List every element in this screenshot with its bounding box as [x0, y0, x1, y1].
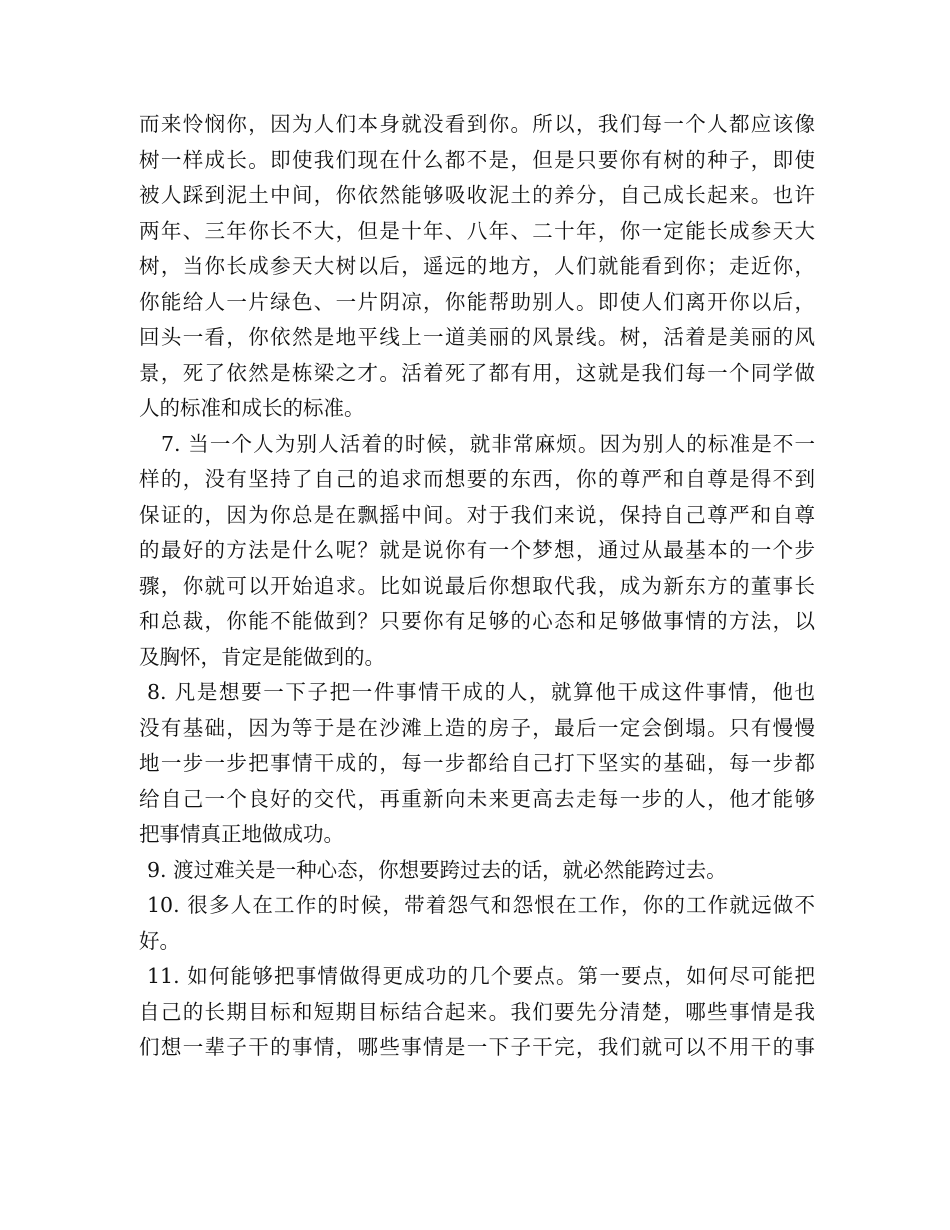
text-line: 9. 渡过难关是一种心态，你想要跨过去的话，就必然能跨过去。 — [147, 857, 727, 882]
text-line: 们想一辈子干的事情，哪些事情是一下子干完，我们就可以不用干的事 — [139, 1035, 815, 1059]
text-line: 7. 当一个人为别人活着的时候，就非常麻烦。因为别人的标准是不一 — [161, 431, 815, 456]
text-line: 给自己一个良好的交代，再重新向未来更高去走每一步的人，他才能够 — [139, 786, 815, 811]
text-line: 10. 很多人在工作的时候，带着怨气和怨恨在工作，你的工作就远做不 — [147, 893, 815, 917]
text-line: 11. 如何能够把事情做得更成功的几个要点。第一要点，如何尽可能把 — [147, 964, 815, 988]
text-line: 景，死了依然是栋梁之才。活着死了都有用，这就是我们每一个同学做 — [139, 360, 815, 385]
text-line: 没有基础，因为等于是在沙滩上造的房子，最后一定会倒塌。只有慢慢 — [139, 715, 815, 740]
text-line: 样的，没有坚持了自己的追求而想要的东西，你的尊严和自尊是得不到 — [139, 467, 815, 491]
text-line: 人的标准和成长的标准。 — [139, 396, 365, 420]
text-line: 树，当你长成参天大树以后，遥远的地方，人们就能看到你；走近你， — [139, 254, 815, 278]
text-line: 好。 — [139, 928, 180, 953]
document-page — [139, 107, 815, 1066]
text-line: 地一步一步把事情干成的，每一步都给自己打下坚实的基础，每一步都 — [139, 751, 815, 775]
text-line: 被人踩到泥土中间，你依然能够吸收泥土的养分，自己成长起来。也许 — [139, 183, 815, 207]
text-line: 树一样成长。即使我们现在什么都不是，但是只要你有树的种子，即使 — [139, 147, 815, 172]
text-line: 保证的，因为你总是在飘摇中间。对于我们来说，保持自己尊严和自尊 — [139, 502, 815, 527]
text-line: 的最好的方法是什么呢？就是说你有一个梦想，通过从最基本的一个步 — [139, 538, 815, 562]
text-line: 骤，你就可以开始追求。比如说最后你想取代我，成为新东方的董事长 — [139, 573, 815, 598]
text-line: 8. 凡是想要一下子把一件事情干成的人，就算他干成这件事情，他也 — [147, 680, 815, 704]
text-line: 自己的长期目标和短期目标结合起来。我们要先分清楚，哪些事情是我 — [139, 999, 815, 1024]
text-line: 把事情真正地做成功。 — [139, 822, 344, 846]
text-line: 和总裁，你能不能做到？只要你有足够的心态和足够做事情的方法，以 — [139, 609, 815, 633]
text-line: 及胸怀，肯定是能做到的。 — [139, 644, 385, 669]
text-line: 你能给人一片绿色、一片阴凉，你能帮助别人。即使人们离开你以后， — [139, 289, 815, 314]
text-line: 回头一看，你依然是地平线上一道美丽的风景线。树，活着是美丽的风 — [139, 325, 815, 349]
text-line: 两年、三年你长不大，但是十年、八年、二十年，你一定能长成参天大 — [139, 218, 815, 243]
text-line: 而来怜悯你，因为人们本身就没看到你。所以，我们每一个人都应该像 — [139, 112, 815, 136]
